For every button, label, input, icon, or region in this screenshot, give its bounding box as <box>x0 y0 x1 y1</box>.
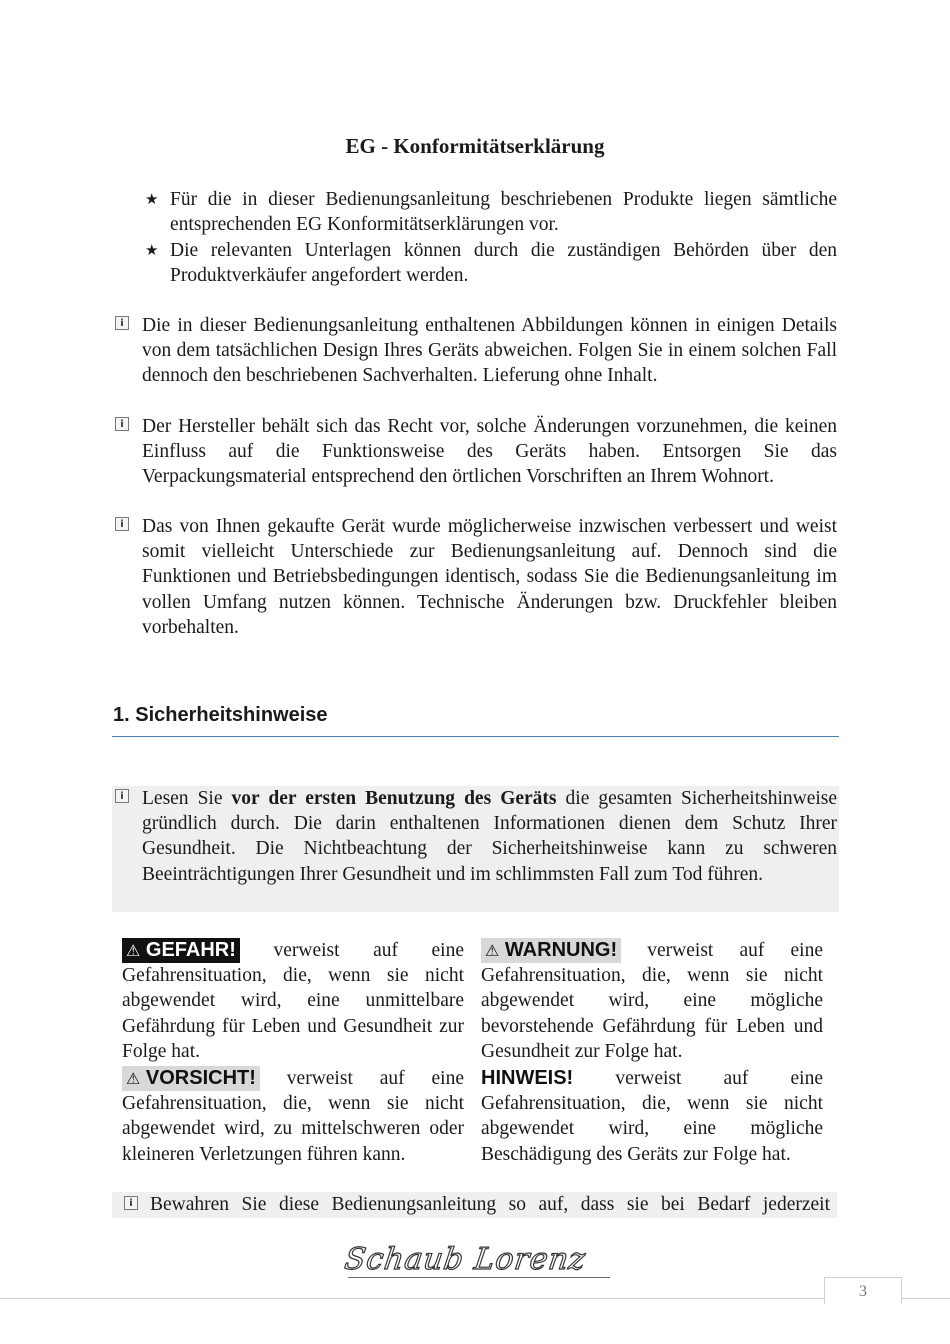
vorsicht-label: ⚠ VORSICHT! <box>122 1066 260 1091</box>
info-paragraph: Das von Ihnen gekaufte Gerät wurde möglicherweise inzwischen verbessert und weist somit vielleicht Unterschiede zur Bedienungsanleitung auf. Dennoch sind die Funktionen und Betriebsbedingungen identisch, sodass Sie die Bedienungsanleitung im vollen Umfang nutzen können. Technische Änderungen bzw. Druckfehler bleiben vorbehalten. <box>142 516 837 638</box>
logo-underline <box>348 1277 610 1278</box>
section-heading: 1. Sicherheitshinweise <box>113 704 328 726</box>
warning-triangle-icon: ⚠ <box>126 941 141 960</box>
info-icon: i <box>124 1196 138 1210</box>
hinweis-block: HINWEIS! verweist auf eine Gefahrensituation, die, wenn sie nicht abgewendet wird, eine mögliche Beschädigung des Geräts zur Folge hat. <box>481 1067 824 1165</box>
vorsicht-block: ⚠ VORSICHT! verweist auf eine Gefahrensituation, die, wenn sie nicht abgewendet wird, zu mittelschweren oder kleineren Verletzungen führen kann. <box>122 1067 465 1165</box>
gefahr-block: ⚠ GEFAHR! verweist auf eine Gefahrensituation, die, wenn sie nicht abgewendet wird, eine unmittelbare Gefährdung für Leben und Gesundheit zur Folge hat. <box>122 939 465 1062</box>
page-title: EG - Konformitätserklärung <box>345 134 605 158</box>
bullet-item: Für die in dieser Bedienungsanleitung beschriebenen Produkte liegen sämtliche entsprechenden EG Konformitätserklärungen vor. <box>170 189 837 236</box>
info-icon: i <box>115 789 129 803</box>
warning-triangle-icon: ⚠ <box>126 1069 141 1088</box>
warnung-block: ⚠ WARNUNG! verweist auf eine Gefahrensituation, die, wenn sie nicht abgewendet wird, eine mögliche bevorstehende Gefährdung für Leben und Gesundheit zur Folge hat. <box>481 939 824 1062</box>
keep-notice-text: Bewahren Sie diese Bedienungsanleitung so auf, dass sie bei Bedarf jederzeit <box>150 1194 830 1215</box>
section-divider <box>112 736 839 737</box>
warnung-label: ⚠ WARNUNG! <box>481 938 621 963</box>
bullet-item: Die relevanten Unterlagen können durch die zuständigen Behörden über den Produktverkäufer angefordert werden. <box>170 240 837 287</box>
info-paragraph: Die in dieser Bedienungsanleitung enthaltenen Abbildungen können in einigen Details von dem tatsächlichen Design Ihres Geräts abweichen. Folgen Sie in einem solchen Fall dennoch den beschriebenen Sachverhalten. Lieferung ohne Inhalt. <box>142 315 837 387</box>
info-icon: i <box>115 316 129 330</box>
info-paragraph: Der Hersteller behält sich das Recht vor, solche Änderungen vorzunehmen, die keinen Einfluss auf die Funktionsweise des Geräts haben. Entsorgen Sie das Verpackungsmaterial entsprechend den örtlichen Vorschriften an Ihrem Wohnort. <box>142 416 837 488</box>
brand-logo: Schaub Lorenz <box>342 1242 589 1277</box>
hinweis-label: HINWEIS! <box>481 1067 574 1089</box>
info-icon: i <box>115 517 129 531</box>
safety-notice-text: Lesen Sie vor der ersten Benutzung des Geräts die gesamten Sicherheitshinweise gründlich durch. Die darin enthaltenen Informationen dienen dem Schutz Ihrer Gesundheit. Die Nichtbeachtung der Sicherheitshinweise kann zu schweren Beeinträchtigungen Ihrer Gesundheit und im schlimmsten Fall zum Tod führen. <box>142 788 838 885</box>
star-icon: ★ <box>145 190 159 208</box>
warning-triangle-icon: ⚠ <box>485 941 500 960</box>
page-number: 3 <box>824 1277 902 1304</box>
info-icon: i <box>115 417 129 431</box>
star-icon: ★ <box>145 241 159 259</box>
gefahr-label: ⚠ GEFAHR! <box>122 938 240 963</box>
footer-divider <box>0 1298 950 1299</box>
